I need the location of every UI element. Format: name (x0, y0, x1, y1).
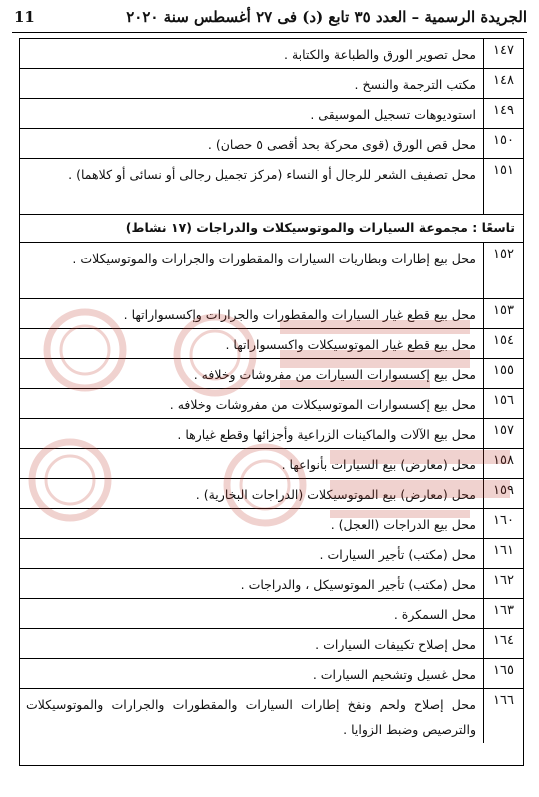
row-description: استوديوهات تسجيل الموسيقى . (310, 107, 476, 122)
page-header (14, 6, 527, 28)
row-description: محل قص الورق (قوى محركة بحد أقصى ٥ حصان) . (207, 137, 476, 152)
row-number: ١٦٤ (483, 629, 523, 658)
row-number: ١٤٨ (483, 69, 523, 98)
row-description: محل بيع إكسسوارات الموتوسيكلات من مفروشات وخلافه . (169, 397, 476, 412)
row-description: محل بيع قطع غيار السيارات والمقطورات والجرارات وإكسسواراتها . (123, 307, 476, 322)
table-row (20, 689, 523, 743)
page-number: 11 (14, 8, 35, 26)
activities-table (19, 38, 524, 766)
section-heading-row (20, 215, 523, 243)
row-number: ١٦٠ (483, 509, 523, 538)
row-number: ١٦٣ (483, 599, 523, 628)
table-row (20, 659, 523, 689)
row-number: ١٤٩ (483, 99, 523, 128)
row-number: ١٥٢ (483, 243, 523, 298)
row-number: ١٥٦ (483, 389, 523, 418)
table-row (20, 629, 523, 659)
table-row (20, 99, 523, 129)
row-number: ١٤٧ (483, 39, 523, 68)
row-description: محل إصلاح تكييفات السيارات . (315, 637, 476, 652)
row-description: محل (مكتب) تأجير السيارات . (319, 547, 476, 562)
row-description: محل (معارض) بيع السيارات بأنواعها . (281, 457, 476, 472)
table-row (20, 243, 523, 299)
table-row (20, 569, 523, 599)
row-description: محل بيع الآلات والماكينات الزراعية وأجزائها وقطع غيارها . (177, 427, 476, 442)
row-number: ١٥٧ (483, 419, 523, 448)
row-description: محل غسيل وتشحيم السيارات . (312, 667, 476, 682)
row-number: ١٦٥ (483, 659, 523, 688)
table-row (20, 419, 523, 449)
table-row (20, 599, 523, 629)
row-description: محل السمكرة . (393, 607, 476, 622)
table-row (20, 509, 523, 539)
row-number: ١٥١ (483, 159, 523, 214)
row-description: محل بيع قطع غيار الموتوسيكلات واكسسواراتها . (225, 337, 476, 352)
row-description: محل تصوير الورق والطباعة والكتابة . (284, 47, 476, 62)
row-description: محل بيع الدراجات (العجل) . (330, 517, 476, 532)
table-row (20, 129, 523, 159)
row-number: ١٥٣ (483, 299, 523, 328)
table-row (20, 39, 523, 69)
row-description: محل بيع إطارات وبطاريات السيارات والمقطورات والجرارات والموتوسيكلات . (72, 251, 476, 266)
row-number: ١٥٥ (483, 359, 523, 388)
row-number: ١٦١ (483, 539, 523, 568)
table-row (20, 449, 523, 479)
row-number: ١٦٢ (483, 569, 523, 598)
table-row (20, 69, 523, 99)
table-row (20, 479, 523, 509)
row-description: محل إصلاح ولحم ونفخ إطارات السيارات والمقطورات والجرارات والموتوسيكلات والترصيص وضبط الزوايا . (26, 697, 476, 737)
table-row (20, 539, 523, 569)
header-rule (12, 32, 527, 33)
table-row (20, 159, 523, 215)
table-row (20, 299, 523, 329)
row-description: مكتب الترجمة والنسخ . (354, 77, 476, 92)
header-title: الجريدة الرسمية – العدد ٣٥ تابع (د) فى ٢٧ أغسطس سنة ٢٠٢٠ (126, 8, 527, 26)
table-row (20, 389, 523, 419)
row-number: ١٥٠ (483, 129, 523, 158)
row-number: ١٦٦ (483, 689, 523, 743)
row-number: ١٥٤ (483, 329, 523, 358)
row-description: محل بيع إكسسوارات السيارات من مفروشات وخلافه . (193, 367, 476, 382)
section-heading: تاسعًا : مجموعة السيارات والموتوسيكلات والدراجات (١٧ نشاط) (125, 220, 515, 235)
table-row (20, 359, 523, 389)
row-description: محل (معارض) بيع الموتوسيكلات (الدراجات البخارية) . (195, 487, 476, 502)
row-number: ١٥٩ (483, 479, 523, 508)
table-row (20, 329, 523, 359)
row-description: محل (مكتب) تأجير الموتوسيكل ، والدراجات . (240, 577, 476, 592)
row-number: ١٥٨ (483, 449, 523, 478)
row-description: محل تصفيف الشعر للرجال أو النساء (مركز تجميل رجالى أو نسائى أو كلاهما) . (68, 167, 476, 182)
